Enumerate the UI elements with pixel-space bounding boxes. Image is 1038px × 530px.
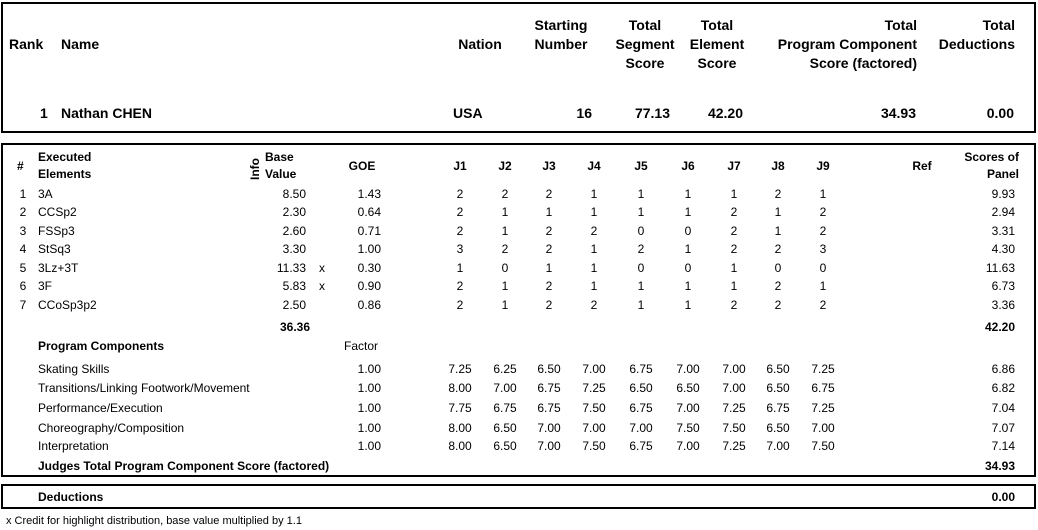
header-goe: GOE — [348, 159, 376, 173]
element-judge-8-score: 2 — [774, 298, 782, 312]
component-judge-4-score: 7.50 — [582, 401, 606, 415]
element-goe: 0.90 — [357, 279, 381, 293]
header-judge-2: J2 — [498, 159, 512, 173]
component-judge-7-score: 7.25 — [722, 401, 746, 415]
deductions-box — [1, 484, 1036, 509]
element-judge-5-score: 1 — [637, 298, 645, 312]
component-factor: 1.00 — [357, 362, 381, 376]
element-base-value: 2.50 — [282, 298, 306, 312]
header-scores-of-panel: Scores of Panel — [964, 150, 1019, 181]
component-judge-2-score: 6.50 — [493, 421, 517, 435]
component-factor: 1.00 — [357, 401, 381, 415]
element-name: CCoSp3p2 — [38, 298, 97, 312]
component-judge-2-score: 7.00 — [493, 381, 517, 395]
component-judge-3-score: 6.75 — [537, 381, 561, 395]
skater-nation: USA — [453, 105, 483, 121]
element-judge-2-score: 1 — [501, 279, 509, 293]
element-judge-7-score: 2 — [730, 242, 738, 256]
judges-total-pcs-label: Judges Total Program Component Score (factored) — [38, 459, 330, 473]
component-judge-7-score: 7.00 — [722, 381, 746, 395]
component-judge-6-score: 7.00 — [676, 439, 700, 453]
component-judge-6-score: 6.50 — [676, 381, 700, 395]
component-judge-9-score: 7.50 — [811, 439, 835, 453]
element-goe: 0.64 — [357, 205, 381, 219]
component-judge-7-score: 7.00 — [722, 362, 746, 376]
header-element-number: # — [17, 159, 24, 173]
element-judge-5-score: 0 — [637, 261, 645, 275]
element-judge-7-score: 1 — [730, 261, 738, 275]
header-executed-elements: Executed Elements — [38, 150, 92, 181]
header-judge-9: J9 — [816, 159, 830, 173]
header-total-pcs: Total Program Component Score (factored) — [777, 17, 917, 71]
element-base-value: 5.83 — [282, 279, 306, 293]
element-judge-8-score: 2 — [774, 187, 782, 201]
component-judge-4-score: 7.00 — [582, 362, 606, 376]
component-judge-3-score: 7.00 — [537, 421, 561, 435]
element-base-value: 8.50 — [282, 187, 306, 201]
element-judge-2-score: 1 — [501, 224, 509, 238]
element-panel-score: 11.63 — [985, 261, 1015, 275]
element-goe: 0.30 — [357, 261, 381, 275]
component-factor: 1.00 — [357, 439, 381, 453]
skater-tss: 77.13 — [634, 105, 670, 121]
element-judge-8-score: 0 — [774, 261, 782, 275]
deductions-label: Deductions — [38, 490, 104, 504]
component-judge-3-score: 6.75 — [537, 401, 561, 415]
footnote: x Credit for highlight distribution, base value multiplied by 1.1 — [6, 515, 302, 527]
element-judge-4-score: 1 — [590, 261, 598, 275]
element-goe: 0.86 — [357, 298, 381, 312]
element-judge-2-score: 0 — [501, 261, 509, 275]
component-judge-1-score: 7.25 — [448, 362, 472, 376]
element-judge-5-score: 0 — [637, 224, 645, 238]
element-judge-8-score: 1 — [774, 205, 782, 219]
component-name: Interpretation — [38, 439, 109, 453]
component-judge-4-score: 7.25 — [582, 381, 606, 395]
component-judge-3-score: 7.00 — [537, 439, 561, 453]
component-judge-9-score: 7.00 — [811, 421, 835, 435]
header-judge-8: J8 — [771, 159, 785, 173]
element-judge-6-score: 1 — [684, 242, 692, 256]
header-judge-7: J7 — [727, 159, 741, 173]
element-judge-6-score: 0 — [684, 224, 692, 238]
element-goe: 1.00 — [357, 242, 381, 256]
element-judge-9-score: 2 — [819, 205, 827, 219]
component-name: Performance/Execution — [38, 401, 163, 415]
element-judge-1-score: 2 — [456, 187, 464, 201]
header-starting-number: Starting Number — [534, 17, 588, 52]
header-name: Name — [61, 36, 100, 52]
header-judge-4: J4 — [587, 159, 601, 173]
component-judge-2-score: 6.25 — [493, 362, 517, 376]
component-factor: 1.00 — [357, 421, 381, 435]
component-factor: 1.00 — [357, 381, 381, 395]
element-judge-7-score: 2 — [730, 224, 738, 238]
element-panel-score: 2.94 — [991, 205, 1015, 219]
element-judge-4-score: 2 — [590, 298, 598, 312]
skater-name: Nathan CHEN — [61, 105, 153, 121]
element-judge-2-score: 2 — [501, 242, 509, 256]
factor-label: Factor — [344, 339, 379, 353]
element-judge-9-score: 1 — [819, 279, 827, 293]
element-judge-7-score: 1 — [730, 187, 738, 201]
element-panel-score: 3.36 — [991, 298, 1015, 312]
element-judge-1-score: 2 — [456, 205, 464, 219]
element-judge-5-score: 2 — [637, 242, 645, 256]
element-judge-2-score: 2 — [501, 187, 509, 201]
element-panel-score: 3.31 — [991, 224, 1015, 238]
element-judge-7-score: 1 — [730, 279, 738, 293]
element-panel-score: 4.30 — [991, 242, 1015, 256]
element-judge-1-score: 2 — [456, 279, 464, 293]
component-judge-3-score: 6.50 — [537, 362, 561, 376]
judges-total-pcs-value: 34.93 — [984, 459, 1015, 473]
element-judge-3-score: 2 — [545, 298, 553, 312]
element-judge-4-score: 1 — [590, 205, 598, 219]
component-judge-5-score: 7.00 — [629, 421, 653, 435]
component-panel-score: 7.04 — [991, 401, 1015, 415]
skater-rank: 1 — [40, 105, 48, 121]
element-judge-5-score: 1 — [637, 279, 645, 293]
element-judge-6-score: 0 — [684, 261, 692, 275]
element-judge-3-score: 2 — [545, 242, 553, 256]
component-judge-9-score: 7.25 — [811, 401, 835, 415]
element-goe: 1.43 — [357, 187, 381, 201]
element-panel-score: 9.93 — [991, 187, 1015, 201]
element-base-value: 2.30 — [282, 205, 306, 219]
element-judge-3-score: 1 — [545, 205, 553, 219]
header-total-deductions: Total Deductions — [938, 17, 1015, 52]
element-judge-6-score: 1 — [684, 187, 692, 201]
element-name: CCSp2 — [38, 205, 77, 219]
element-judge-1-score: 1 — [456, 261, 464, 275]
component-judge-8-score: 6.50 — [766, 421, 790, 435]
element-judge-3-score: 2 — [545, 279, 553, 293]
component-judge-9-score: 7.25 — [811, 362, 835, 376]
header-rank: Rank — [9, 36, 44, 52]
component-judge-5-score: 6.50 — [629, 381, 653, 395]
element-judge-3-score: 2 — [545, 224, 553, 238]
element-number: 7 — [19, 298, 27, 312]
element-judge-6-score: 1 — [684, 298, 692, 312]
element-name: 3A — [38, 187, 53, 201]
component-panel-score: 6.86 — [991, 362, 1015, 376]
element-number: 6 — [19, 279, 27, 293]
component-judge-5-score: 6.75 — [629, 401, 653, 415]
component-judge-5-score: 6.75 — [629, 362, 653, 376]
element-number: 3 — [19, 224, 27, 238]
component-panel-score: 7.07 — [991, 421, 1015, 435]
element-judge-9-score: 1 — [819, 187, 827, 201]
element-judge-4-score: 1 — [590, 242, 598, 256]
component-judge-7-score: 7.50 — [722, 421, 746, 435]
element-judge-5-score: 1 — [637, 187, 645, 201]
element-judge-4-score: 2 — [590, 224, 598, 238]
component-judge-1-score: 8.00 — [448, 381, 472, 395]
skater-tes: 42.20 — [707, 105, 743, 121]
element-judge-1-score: 2 — [456, 224, 464, 238]
header-judge-6: J6 — [681, 159, 695, 173]
component-judge-5-score: 6.75 — [629, 439, 653, 453]
element-judge-7-score: 2 — [730, 205, 738, 219]
element-judge-9-score: 2 — [819, 298, 827, 312]
component-judge-2-score: 6.75 — [493, 401, 517, 415]
component-panel-score: 7.14 — [991, 439, 1015, 453]
element-name: StSq3 — [38, 242, 71, 256]
component-judge-1-score: 7.75 — [448, 401, 472, 415]
component-judge-7-score: 7.25 — [722, 439, 746, 453]
component-judge-1-score: 8.00 — [448, 439, 472, 453]
element-number: 2 — [19, 205, 27, 219]
element-info: x — [319, 279, 325, 293]
component-name: Skating Skills — [38, 362, 110, 376]
element-base-value: 2.60 — [282, 224, 306, 238]
header-judge-1: J1 — [453, 159, 467, 173]
header-ref: Ref — [912, 159, 932, 173]
header-nation: Nation — [458, 36, 502, 52]
component-name: Choreography/Composition — [38, 421, 185, 435]
element-judge-2-score: 1 — [501, 298, 509, 312]
element-judge-4-score: 1 — [590, 279, 598, 293]
header-judge-5: J5 — [634, 159, 648, 173]
element-name: 3F — [38, 279, 53, 293]
element-base-value: 11.33 — [276, 261, 306, 275]
element-judge-8-score: 2 — [774, 242, 782, 256]
element-base-value: 3.30 — [282, 242, 306, 256]
element-judge-3-score: 2 — [545, 187, 553, 201]
element-panel-score: 6.73 — [991, 279, 1015, 293]
component-judge-6-score: 7.00 — [676, 362, 700, 376]
base-value-total: 36.36 — [279, 320, 310, 334]
component-judge-4-score: 7.50 — [582, 439, 606, 453]
component-judge-8-score: 6.50 — [766, 381, 790, 395]
element-judge-3-score: 1 — [545, 261, 553, 275]
program-components-title: Program Components — [38, 339, 165, 353]
skater-starting-number: 16 — [576, 105, 592, 121]
element-name: 3Lz+3T — [38, 261, 79, 275]
component-judge-2-score: 6.50 — [493, 439, 517, 453]
element-judge-9-score: 2 — [819, 224, 827, 238]
element-name: FSSp3 — [38, 224, 75, 238]
component-judge-9-score: 6.75 — [811, 381, 835, 395]
component-judge-8-score: 7.00 — [766, 439, 790, 453]
element-judge-1-score: 3 — [456, 242, 464, 256]
element-judge-6-score: 1 — [684, 205, 692, 219]
element-info: x — [319, 261, 325, 275]
header-total-segment-score: Total Segment Score — [615, 17, 675, 71]
component-name: Transitions/Linking Footwork/Movement — [38, 381, 250, 395]
element-goe: 0.71 — [357, 224, 381, 238]
element-judge-9-score: 3 — [819, 242, 827, 256]
skater-pcs: 34.93 — [880, 105, 916, 121]
component-judge-8-score: 6.75 — [766, 401, 790, 415]
element-judge-8-score: 2 — [774, 279, 782, 293]
header-info: Info — [248, 158, 262, 180]
element-judge-6-score: 1 — [684, 279, 692, 293]
element-number: 4 — [19, 242, 27, 256]
header-judge-3: J3 — [542, 159, 556, 173]
element-judge-4-score: 1 — [590, 187, 598, 201]
component-judge-6-score: 7.50 — [676, 421, 700, 435]
element-number: 5 — [19, 261, 27, 275]
component-judge-6-score: 7.00 — [676, 401, 700, 415]
element-judge-1-score: 2 — [456, 298, 464, 312]
element-judge-9-score: 0 — [819, 261, 827, 275]
element-judge-5-score: 1 — [637, 205, 645, 219]
component-judge-8-score: 6.50 — [766, 362, 790, 376]
component-panel-score: 6.82 — [991, 381, 1015, 395]
element-number: 1 — [19, 187, 27, 201]
deductions-value: 0.00 — [991, 490, 1015, 504]
component-judge-1-score: 8.00 — [448, 421, 472, 435]
element-judge-7-score: 2 — [730, 298, 738, 312]
elements-score-total: 42.20 — [984, 320, 1015, 334]
component-judge-4-score: 7.00 — [582, 421, 606, 435]
header-base-value: Base Value — [265, 150, 297, 181]
element-judge-2-score: 1 — [501, 205, 509, 219]
element-judge-8-score: 1 — [774, 224, 782, 238]
header-total-element-score: Total Element Score — [689, 17, 745, 71]
skater-deductions: 0.00 — [986, 105, 1014, 121]
